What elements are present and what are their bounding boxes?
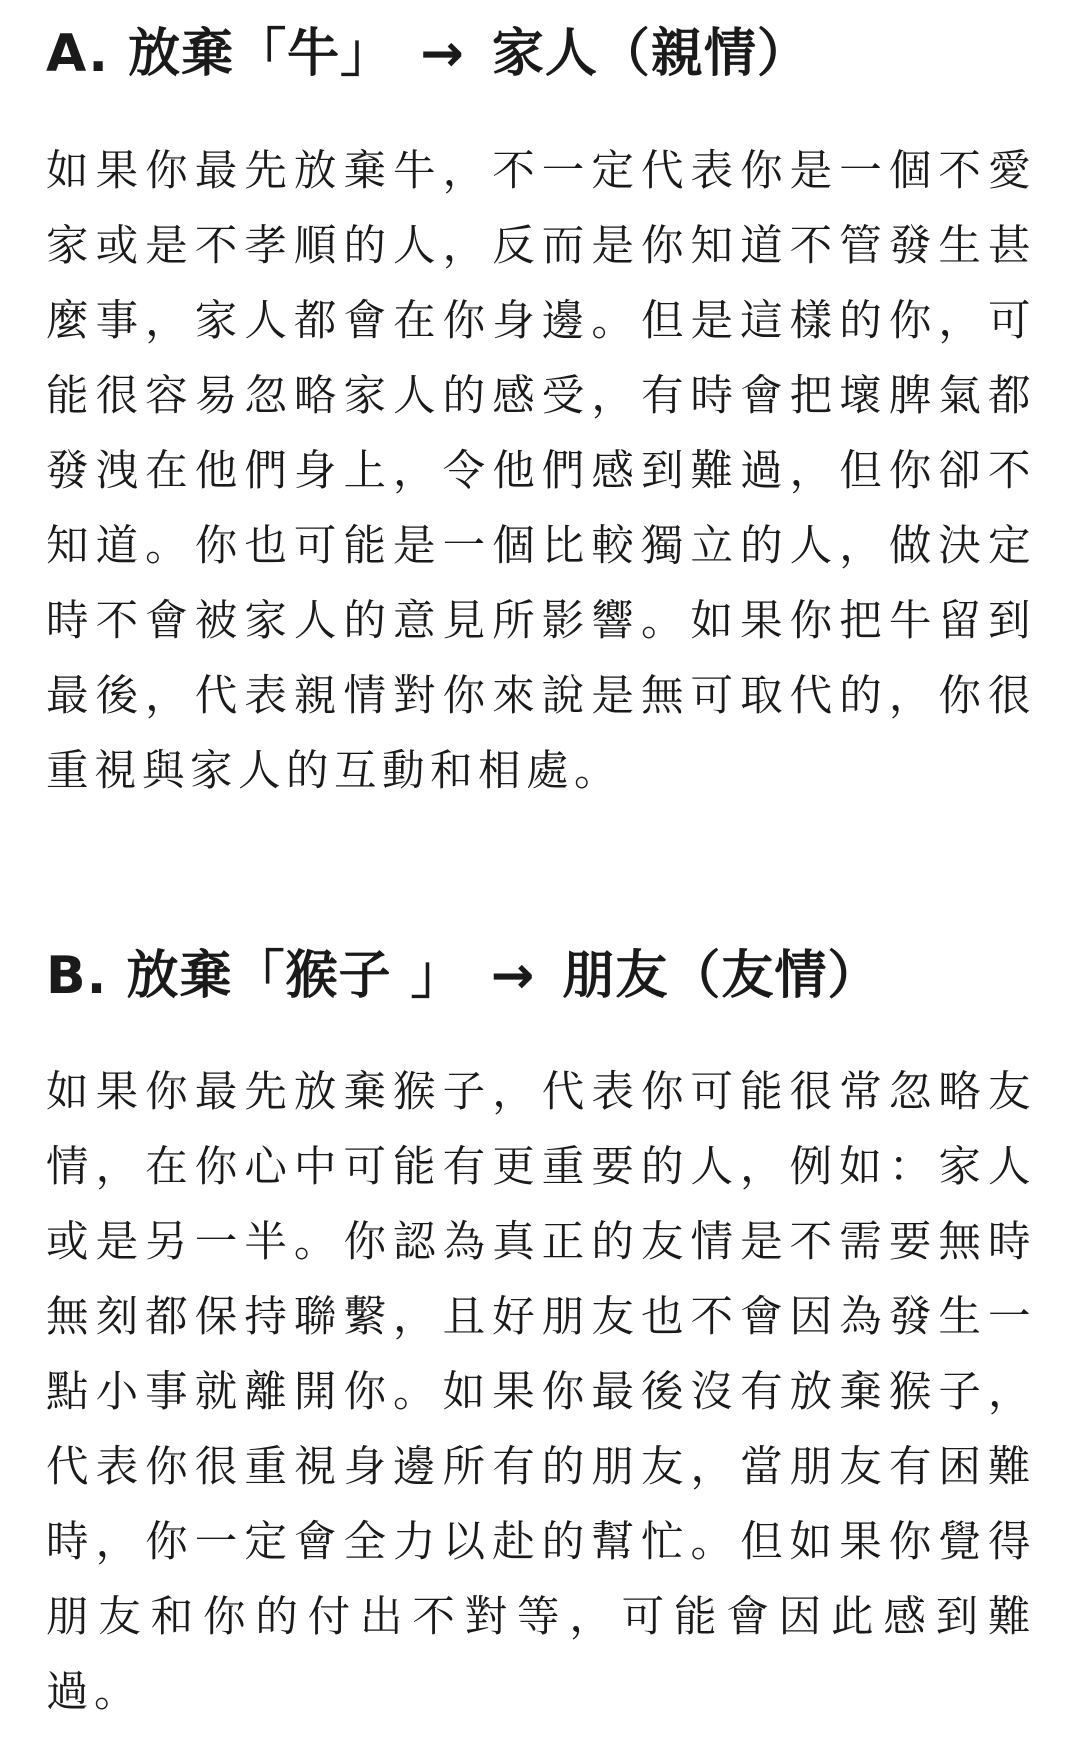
section-a-label: A.: [46, 24, 109, 84]
section-b-heading-prefix: 放棄「猴子 」: [126, 946, 464, 1006]
section-a-body: 如果你最先放棄牛，不一定代表你是一個不愛家或是不孝順的人，反而是你知道不管發生甚麼事，家人都會在你身邊。但是這樣的你，可能很容易忽略家人的感受，有時會把壞脾氣都發洩在他們身上，令他們感到難過，但你卻不知道。你也可能是一個比較獨立的人，做決定時不會被家人的意見所影響。如果你把牛留到最後，代表親情對你來說是無可取代的，你很重視與家人的互動和相處。: [46, 147, 1036, 796]
section-b-label: B.: [46, 946, 108, 1006]
section-a-heading-result: 家人（親情）: [491, 24, 810, 84]
arrow-right-icon: →: [490, 946, 536, 1006]
section-b-body: 如果你最先放棄猴子，代表你可能很常忽略友情，在你心中可能有更重要的人，例如：家人或是另一半。你認為真正的友情是不需要無時無刻都保持聯繫，且好朋友也不會因為發生一點小事就離開你。如果你最後沒有放棄猴子，代表你很重視身邊所有的朋友，當朋友有困難時，你一定會全力以赴的幫忙。但如果你覺得朋友和你的付出不對等，可能會因此感到難過。: [46, 1068, 1036, 1717]
section-b-heading: [46, 944, 880, 1008]
section-b-heading-result: 朋友（友情）: [562, 946, 881, 1006]
section-a-heading: [46, 22, 810, 86]
arrow-right-icon: →: [420, 24, 465, 84]
section-a-heading-prefix: 放棄「牛」: [128, 24, 394, 84]
